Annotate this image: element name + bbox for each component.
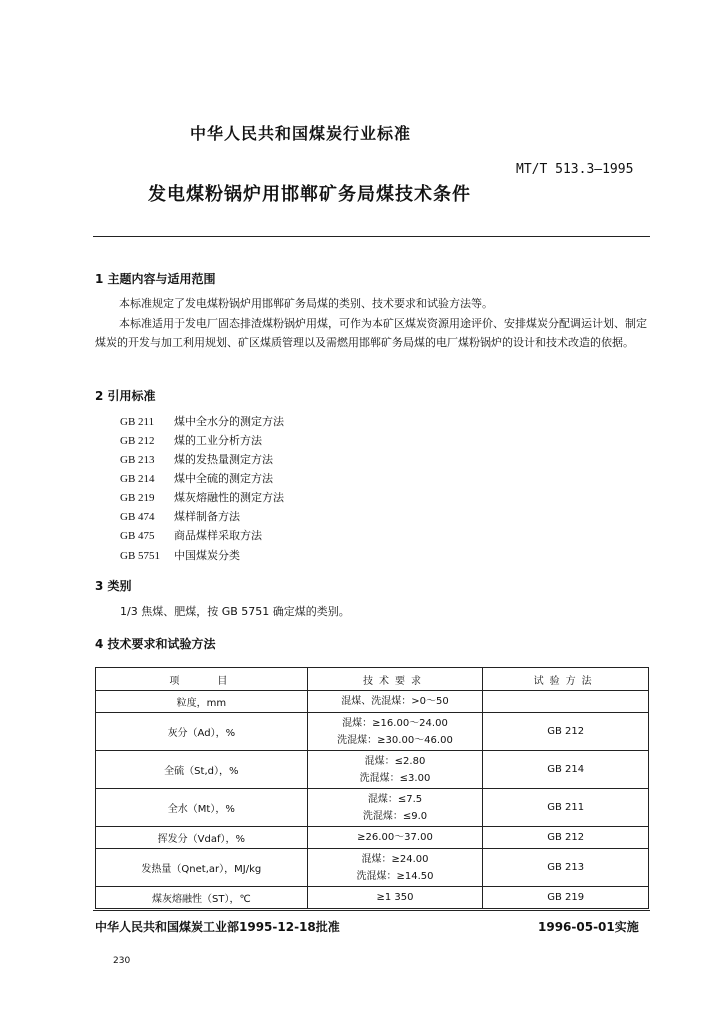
doc-title: 发电煤粉锅炉用邯郸矿务局煤技术条件 — [148, 184, 471, 205]
standard-number: MT/T 513.3—1995 — [516, 162, 634, 177]
cell-method: GB 212 — [483, 713, 649, 751]
cell-item: 挥发分（Vdaf），% — [96, 827, 308, 849]
ref-title: 商品煤样采取方法 — [174, 529, 262, 542]
cell-item: 煤灰熔融性（ST），℃ — [96, 887, 308, 909]
cell-method: GB 213 — [483, 849, 649, 887]
ref-code: GB 213 — [120, 454, 155, 466]
cell-requirement — [307, 849, 483, 887]
ref-code: GB 211 — [120, 416, 155, 428]
req-line-2: 洗混煤：≤9.0 — [362, 810, 428, 822]
footer-divider — [93, 910, 650, 911]
table-row — [96, 789, 649, 827]
ref-item — [120, 547, 240, 563]
cell-item: 灰分（Ad），% — [96, 713, 308, 751]
ref-item — [120, 489, 284, 505]
section-2-heading: 2 引用标准 — [95, 389, 156, 403]
ref-item — [120, 413, 284, 429]
cell-requirement — [307, 713, 483, 751]
col-header-method: 试验方法 — [483, 668, 649, 691]
req-line-1: 混煤：≥16.00～24.00 — [342, 717, 448, 729]
req-line-1: 混煤：≤7.5 — [367, 793, 423, 805]
cell-item: 全水（Mt），% — [96, 789, 308, 827]
cell-requirement — [307, 827, 483, 849]
col-header-requirement: 技术要求 — [307, 668, 483, 691]
cell-requirement — [307, 751, 483, 789]
ref-title: 煤的工业分析方法 — [174, 434, 262, 447]
header-divider — [93, 236, 650, 237]
cell-item: 粒度，mm — [96, 691, 308, 713]
table-row — [96, 887, 649, 909]
ref-title: 中国煤炭分类 — [174, 549, 240, 562]
table-row — [96, 827, 649, 849]
req-line-1: 混煤：≥24.00 — [361, 853, 429, 865]
ref-title: 煤中全硫的测定方法 — [174, 472, 273, 485]
cell-method: GB 214 — [483, 751, 649, 789]
cell-item: 全硫（St,d），% — [96, 751, 308, 789]
req-line-2: 洗混煤：≥30.00～46.00 — [337, 734, 453, 746]
ref-item — [120, 527, 262, 543]
cell-method: GB 219 — [483, 887, 649, 909]
req-line-1: 混煤：≤2.80 — [364, 755, 426, 767]
ref-title: 煤样制备方法 — [174, 510, 240, 523]
cell-method: GB 212 — [483, 827, 649, 849]
section-4-heading: 4 技术要求和试验方法 — [95, 637, 216, 651]
ref-code: GB 5751 — [120, 550, 161, 562]
table-row — [96, 691, 649, 713]
table-row — [96, 713, 649, 751]
spec-table — [95, 667, 649, 909]
ref-code: GB 212 — [120, 435, 155, 447]
req-line-1: ≥26.00～37.00 — [357, 832, 433, 843]
section-3-heading: 3 类别 — [95, 579, 132, 593]
col-header-item: 项 目 — [96, 668, 308, 691]
section-3-text: 1/3 焦煤、肥煤，按 GB 5751 确定煤的类别。 — [120, 605, 350, 618]
section-1-para-2: 本标准适用于发电厂固态排渣煤粉锅炉用煤，可作为本矿区煤炭资源用途评价、安排煤炭分配调运计划、制定煤炭的开发与加工利用规划、矿区煤质管理以及需燃用邯郸矿务局煤的电厂煤粉锅炉的设计和技术改造的依据。 — [95, 317, 647, 349]
section-1-heading: 1 主题内容与适用范围 — [95, 272, 216, 286]
org-title: 中华人民共和国煤炭行业标准 — [190, 124, 412, 143]
effective-date: 1996-05-01实施 — [538, 920, 639, 934]
table-row — [96, 751, 649, 789]
ref-title: 煤的发热量测定方法 — [174, 453, 273, 466]
ref-code: GB 219 — [120, 492, 155, 504]
ref-title: 煤灰熔融性的测定方法 — [174, 491, 284, 504]
req-line-1: 混煤、洗混煤：>0～50 — [341, 696, 449, 707]
req-line-2: 洗混煤：≥14.50 — [356, 870, 434, 882]
section-1-para-1: 本标准规定了发电煤粉锅炉用邯郸矿务局煤的类别、技术要求和试验方法等。 — [119, 297, 493, 310]
table-header-row — [96, 668, 649, 691]
ref-code: GB 214 — [120, 473, 155, 485]
ref-code: GB 474 — [120, 511, 155, 523]
ref-item — [120, 470, 273, 486]
issue-date: 中华人民共和国煤炭工业部1995-12-18批准 — [95, 920, 340, 934]
ref-title: 煤中全水分的测定方法 — [174, 415, 284, 428]
page-number: 230 — [113, 956, 131, 966]
ref-item — [120, 508, 240, 524]
cell-method: GB 211 — [483, 789, 649, 827]
req-line-1: ≥1 350 — [376, 892, 414, 903]
cell-requirement — [307, 887, 483, 909]
ref-code: GB 475 — [120, 530, 155, 542]
cell-requirement — [307, 789, 483, 827]
req-line-2: 洗混煤：≤3.00 — [359, 772, 431, 784]
ref-item — [120, 451, 273, 467]
cell-method — [483, 691, 649, 713]
table-row — [96, 849, 649, 887]
ref-item — [120, 432, 262, 448]
cell-item: 发热量（Qnet,ar），MJ/kg — [96, 849, 308, 887]
cell-requirement — [307, 691, 483, 713]
